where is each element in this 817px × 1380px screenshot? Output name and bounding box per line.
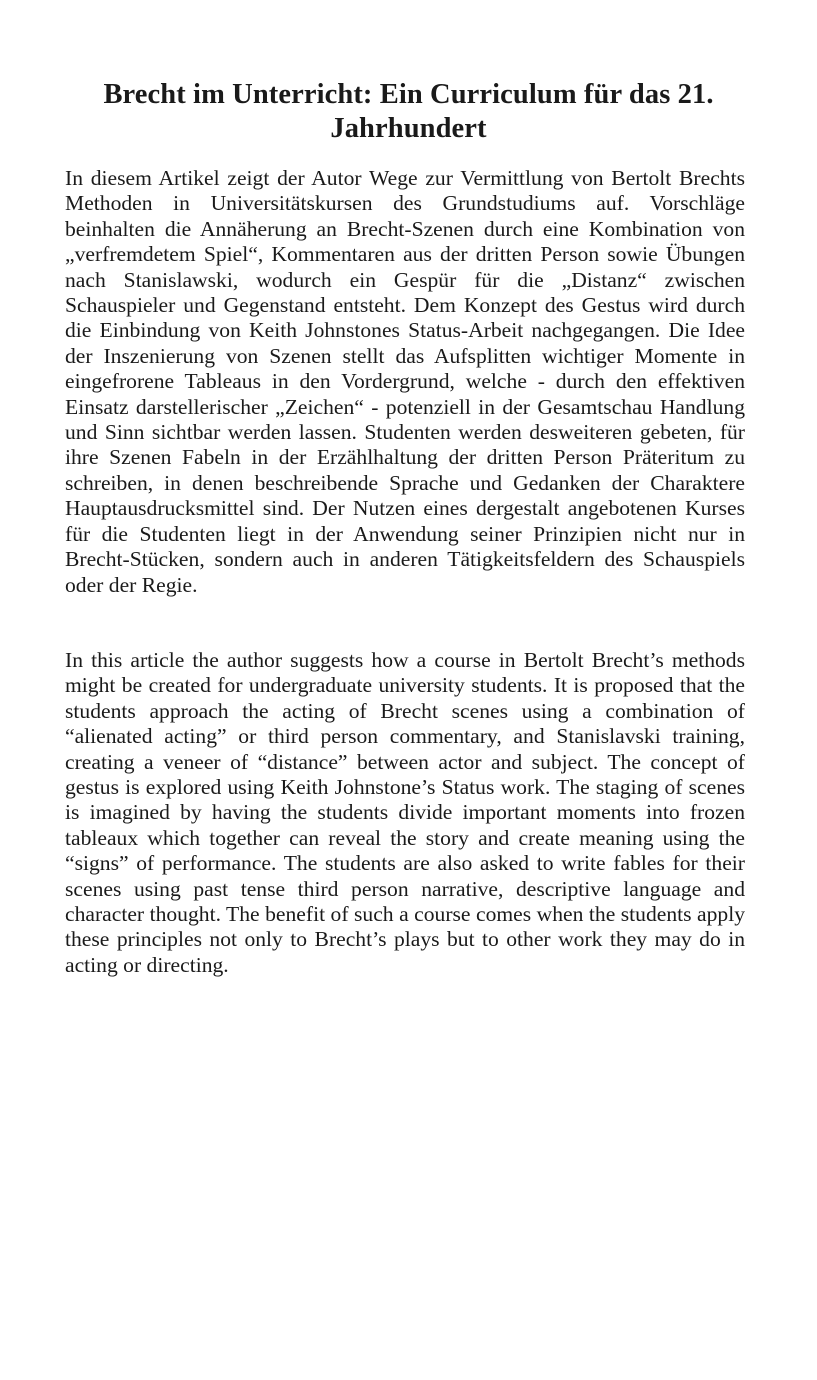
abstract-english: In this article the author suggests how a course in Bertolt Brecht’s methods might be created for undergraduate university students. It is proposed that the students approach the acting of Brecht scenes using a combination of “alienated acting” or third person commentary, and Stanislavski training, creating a veneer of “distance” between actor and subject. The concept of gestus is explored using Keith Johnstone’s Status work. The staging of scenes is imagined by having the students divide important moments into frozen tableaux which together can reveal the story and create meaning using the “signs” of performance. The students are also asked to write fables for their scenes using past tense third person narrative, descriptive language and character thought. The benefit of such a course comes when the students apply these principles not only to Brecht’s plays but to other work they may do in acting or directing. (65, 648, 745, 977)
abstract-german: In diesem Artikel zeigt der Autor Wege zur Vermittlung von Bertolt Brechts Methoden in Universitätskursen des Grundstudiums auf. Vorschläge beinhalten die Annäherung an Brecht-Szenen durch eine Kombination von „verfremdetem Spiel“, Kommentaren aus der dritten Person sowie Übungen nach Stanislawski, wodurch ein Gespür für die „Distanz“ zwischen Schauspieler und Gegenstand entsteht. Dem Konzept des Gestus wird durch die Einbindung von Keith Johnstones Status-Arbeit nachgegangen. Die Idee der Inszenierung von Szenen stellt das Aufsplitten wichtiger Momente in eingefrorene Tableaus in den Vordergrund, welche - durch den effektiven Einsatz darstellerischer „Zeichen“ - potenziell in der Gesamtschau Handlung und Sinn sichtbar werden lassen. Studenten werden desweiteren gebeten, für ihre Szenen Fabeln in der Erzählhaltung der dritten Person Präteritum zu schreiben, in denen beschreibende Sprache und Gedanken der Charaktere Hauptausdrucksmittel sind. Der Nutzen eines dergestalt angebotenen Kurses für die Studenten liegt in der Anwendung seiner Prinzipien nicht nur in Brecht-Stücken, sondern auch in anderen Tätigkeitsfeldern des Schauspiels oder der Regie. (65, 166, 745, 597)
article-title: Brecht im Unterricht: Ein Curriculum für das 21. Jahrhundert (103, 79, 714, 144)
